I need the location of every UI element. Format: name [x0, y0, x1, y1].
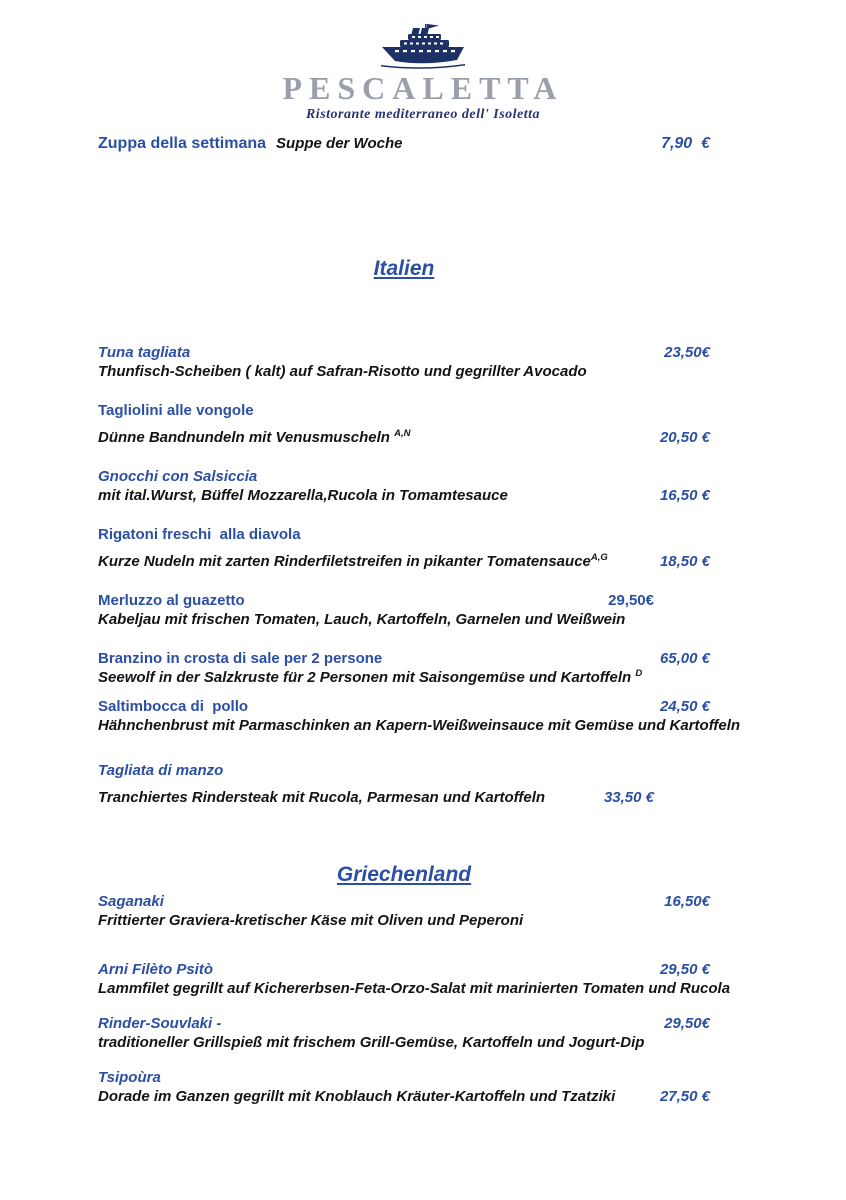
item-desc-line — [98, 428, 710, 447]
item-desc-line — [98, 486, 710, 505]
menu-item — [98, 697, 741, 735]
item-desc: Tranchiertes Rindersteak mit Rucola, Parmesan und Kartoffeln — [98, 789, 546, 806]
item-desc-line — [98, 552, 710, 571]
item-name-line — [98, 960, 710, 979]
item-name-line — [98, 649, 710, 668]
special-name: Zuppa della settimana — [98, 135, 267, 152]
menu-item — [98, 343, 710, 381]
item-name: Tuna tagliata — [98, 344, 191, 361]
menu-sections — [98, 257, 741, 1106]
menu-item — [98, 960, 731, 998]
menu-item — [98, 525, 710, 571]
item-name: Saltimbocca di pollo — [98, 698, 249, 715]
allergen-superscript: A,G — [590, 552, 608, 563]
item-price: 33,50 € — [603, 789, 654, 806]
item-name: Tsipoùra — [98, 1069, 161, 1086]
item-desc: Kurze Nudeln mit zarten Rinderfiletstreifen in pikanter Tomatensauce$^{A,G}$ — [98, 552, 608, 570]
item-name: Arni Filèto Psitò — [98, 961, 214, 978]
item-name-line — [98, 591, 710, 610]
menu-item — [98, 401, 710, 447]
item-name: Gnocchi con Salsiccia — [98, 468, 258, 485]
item-desc: Dünne Bandnundeln mit Venusmuscheln $^{A,N}$ — [98, 428, 411, 446]
item-name: Tagliata di manzo — [98, 762, 224, 779]
menu-content — [98, 134, 741, 1106]
item-name-line — [98, 467, 710, 486]
menu-section — [98, 257, 741, 807]
item-name-line — [98, 1068, 710, 1087]
header — [0, 0, 846, 123]
item-price: 65,00 € — [659, 650, 710, 667]
item-desc: Thunfisch-Scheiben ( kalt) auf Safran-Risotto und gegrillter Avocado — [98, 363, 587, 380]
item-desc: Kabeljau mit frischen Tomaten, Lauch, Kartoffeln, Garnelen und Weißwein — [98, 611, 626, 628]
item-name-line — [98, 1014, 710, 1033]
item-name: Rinder-Souvlaki - — [98, 1015, 222, 1032]
item-desc-line — [98, 1033, 710, 1052]
item-name-line — [98, 697, 710, 716]
item-name: Rigatoni freschi alla diavola — [98, 526, 301, 543]
item-desc-line — [98, 362, 710, 381]
section-title: Griechenland — [336, 863, 472, 886]
item-desc: Frittierter Graviera-kretischer Käse mit Oliven und Peperoni — [98, 912, 524, 929]
item-name-line — [98, 401, 710, 420]
item-price: 16,50 € — [659, 487, 710, 504]
item-desc: Lammfilet gegrillt auf Kichererbsen-Feta-Orzo-Salat mit marinierten Tomaten und Rucola — [98, 980, 731, 997]
menu-item — [98, 591, 710, 629]
item-name: Branzino in crosta di sale per 2 persone — [98, 650, 383, 667]
item-desc-line — [98, 911, 710, 930]
item-price: 29,50€ — [608, 592, 654, 609]
item-desc-line — [98, 788, 710, 807]
item-price: 16,50€ — [664, 893, 710, 910]
allergen-superscript: D — [635, 668, 643, 679]
item-name-line — [98, 761, 710, 780]
weekly-special-row — [98, 134, 710, 153]
special-price: 7,90 € — [661, 135, 710, 152]
item-desc: Hähnchenbrust mit Parmaschinken an Kapern-Weißweinsauce mit Gemüse und Kartoffeln — [98, 717, 741, 734]
item-desc: mit ital.Wurst, Büffel Mozzarella,Rucola in Tomamtesauce — [98, 487, 508, 504]
brand-logo: PESCALETTA — [282, 70, 564, 106]
brand-tagline: Ristorante mediterraneo dell' Isoletta — [305, 107, 541, 122]
item-desc-line — [98, 668, 710, 687]
menu-item — [98, 649, 710, 687]
menu-item — [98, 761, 710, 807]
item-desc: Seewolf in der Salzkruste für 2 Personen mit Saisongemüse und Kartoffeln $^D$ — [98, 668, 643, 686]
item-price: 20,50 € — [659, 429, 710, 446]
item-name: Merluzzo al guazetto — [98, 592, 245, 609]
item-name: Tagliolini alle vongole — [98, 402, 254, 419]
item-price: 18,50 € — [659, 553, 710, 570]
section-title: Italien — [373, 257, 435, 280]
item-desc-line — [98, 979, 731, 998]
menu-item — [98, 467, 710, 505]
item-desc-line — [98, 716, 741, 735]
item-desc: traditioneller Grillspieß mit frischem Grill-Gemüse, Kartoffeln und Jogurt-Dip — [98, 1034, 645, 1051]
item-desc-line — [98, 610, 710, 629]
item-name-line — [98, 525, 710, 544]
menu-section — [98, 863, 731, 1106]
item-price: 29,50€ — [664, 1015, 710, 1032]
item-name-line — [98, 892, 710, 911]
item-desc-line — [98, 1087, 710, 1106]
item-desc: Dorade im Ganzen gegrillt mit Knoblauch Kräuter-Kartoffeln und Tzatziki — [98, 1088, 616, 1105]
menu-item — [98, 1014, 710, 1052]
item-price: 23,50€ — [664, 344, 710, 361]
menu-item — [98, 1068, 710, 1106]
item-name-line — [98, 343, 710, 362]
menu-item — [98, 892, 710, 930]
ship-icon — [0, 24, 846, 70]
item-price: 29,50 € — [659, 961, 710, 978]
special-subtitle: Suppe der Woche — [276, 135, 403, 152]
item-name: Saganaki — [98, 893, 164, 910]
item-price: 27,50 € — [659, 1088, 710, 1105]
item-price: 24,50 € — [659, 698, 710, 715]
allergen-superscript: A,N — [394, 428, 411, 439]
